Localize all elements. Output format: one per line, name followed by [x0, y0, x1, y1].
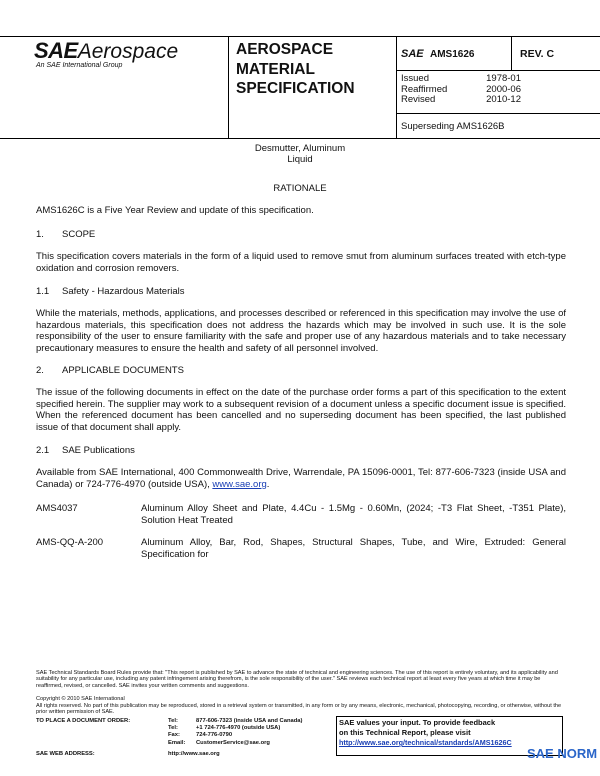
section-2-1-text: [36, 467, 566, 490]
section-number: 1.1: [36, 286, 50, 297]
date-value: 1978-01: [486, 73, 521, 84]
reference-title: Aluminum Alloy, Bar, Rod, Shapes, Structural Shapes, Tube, and Wire, Extruded: General Specification for: [141, 537, 566, 560]
feedback-link[interactable]: http://www.sae.org/technical/standards/AMS1626C: [339, 738, 512, 747]
contact-email: CustomerService@sae.org: [196, 739, 270, 746]
date-label: Revised: [401, 94, 436, 105]
date-row-issued: [401, 74, 521, 85]
header-divider-1: [228, 36, 229, 138]
subject-line-2: Liquid: [287, 154, 313, 165]
superseding-note: Superseding AMS1626B: [401, 121, 505, 132]
contact-label: Fax:: [168, 732, 180, 739]
sae-web-address: http://www.sae.org: [168, 751, 220, 757]
sae-aerospace-logo: [34, 38, 178, 64]
feedback-text: [339, 718, 495, 737]
header-top-rule: [0, 36, 600, 37]
title-line-3: SPECIFICATION: [236, 80, 355, 97]
section-number: 1.: [36, 229, 44, 240]
section-title: SAE Publications: [62, 445, 135, 456]
header-bottom-rule: [0, 138, 600, 139]
section-title: APPLICABLE DOCUMENTS: [62, 365, 184, 376]
contact-label: Email:: [168, 739, 186, 746]
date-label: Issued: [401, 73, 429, 84]
contact-value: 877-606-7323 (inside USA and Canada): [196, 718, 303, 724]
feedback-line-2: on this Technical Report, please visit: [339, 727, 471, 737]
order-label: TO PLACE A DOCUMENT ORDER:: [36, 718, 131, 724]
feedback-line-1: SAE values your input. To provide feedback: [339, 718, 496, 727]
date-label: Reaffirmed: [401, 83, 448, 95]
contact-value: 724-776-0790: [196, 732, 233, 739]
contact-labels: [168, 718, 185, 747]
section-number: 2.: [36, 365, 44, 376]
document-dates: [401, 74, 521, 106]
document-type-title: [236, 40, 396, 99]
sae-address-text: Available from SAE International, 400 Commonwealth Drive, Warrendale, PA 15096-0001, Tel: 877-606-7323 (inside USA and Canada) or 724-776-4970 (outside USA),: [36, 467, 566, 490]
sae-website-link[interactable]: www.sae.org: [212, 478, 267, 490]
section-2-heading: [36, 365, 184, 376]
title-line-2: MATERIAL: [236, 60, 315, 78]
reference-title: Aluminum Alloy Sheet and Plate, 4.4Cu - 1.5Mg - 0.60Mn, (2024; -T3 Flat Sheet, -T351 Plate), Solution Heat Treated: [141, 503, 566, 526]
section-title: Safety - Hazardous Materials: [62, 286, 185, 297]
section-title: SCOPE: [62, 229, 96, 240]
header-row-rule: [396, 70, 600, 71]
revision-label: REV. C: [520, 48, 555, 60]
header-divider-2: [396, 36, 397, 138]
contact-label: Tel:: [168, 725, 178, 732]
contact-label: Tel:: [168, 718, 178, 724]
header-row-rule-2: [396, 113, 600, 114]
date-value: 2000-06: [486, 83, 521, 95]
logo-aerospace-text: Aerospace: [77, 40, 179, 63]
rationale-heading: RATIONALE: [273, 183, 327, 194]
section-2-text: The issue of the following documents in effect on the date of the purchase order forms a part of this specification to the extent specified herein. The supplier may work to a subsequent revision of a document unless a specific document issue is specified. When the referenced document has been cancelled and no superseding document has been specified, the last published issue of that document shall apply.: [36, 387, 566, 434]
contact-values: [196, 718, 302, 747]
sae-mark: SAE: [401, 48, 424, 60]
header-divider-3: [511, 36, 512, 70]
section-1-1-text: While the materials, methods, applications, and processes described or referenced in this specification may involve the use of hazardous materials, this specification does not address the hazards which may be involved in such use. It is the sole responsibility of the user to ensure familiarity with the safe and proper use of any hazardous materials and to take necessary precautionary measures to ensure the health and safety of all personnel involved.: [36, 308, 566, 355]
copyright-notice: Copyright © 2010 SAE International: [36, 696, 125, 702]
sentence-end: .: [266, 478, 270, 490]
section-2-1-heading: [36, 445, 135, 456]
reference-code: AMS4037: [36, 503, 78, 514]
subject-line-1: Desmutter, Aluminum: [254, 143, 346, 154]
section-number: 2.1: [36, 445, 50, 456]
sae-rules-notice: SAE Technical Standards Board Rules provide that: "This report is published by SAE to advance the state of technical and engineering sciences. The use of this report is entirely voluntary, and its applicability and suitability for any particular use, including any patent infringement arising therefrom, is the sole responsibility of the user." SAE reviews each technical report at least every five years at which time it may be reaffirmed, revised, or cancelled. SAE invites your written comments and suggestions.: [36, 670, 558, 689]
contact-value: +1 724-776-4970 (outside USA): [196, 725, 281, 732]
section-1-1-heading: [36, 286, 185, 297]
logo-subtitle: An SAE International Group: [36, 62, 123, 69]
title-line-1: AEROSPACE: [236, 41, 334, 58]
date-value: 2010-12: [486, 94, 521, 105]
date-row-revised: [401, 95, 521, 106]
section-1-text: This specification covers materials in the form of a liquid used to remove smut from aluminum surfaces treated with etch-type oxidation and corrosion removers.: [36, 251, 566, 274]
logo-sae-text: SAE: [34, 38, 78, 63]
rationale-text: AMS1626C is a Five Year Review and update of this specification.: [36, 205, 314, 216]
reference-code: AMS-QQ-A-200: [36, 537, 104, 548]
rights-notice: All rights reserved. No part of this publication may be reproduced, stored in a retrieval system or transmitted, in any form or by any means, electronic, mechanical, photocopying, recording, or otherwise, without the prior written permission of SAE.: [36, 703, 562, 716]
document-number: AMS1626: [430, 49, 475, 60]
document-subject: [0, 143, 600, 165]
web-address-label: SAE WEB ADDRESS:: [36, 751, 95, 757]
sae-norm-logo: SAE NORM: [527, 746, 598, 761]
section-1-heading: [36, 229, 95, 240]
